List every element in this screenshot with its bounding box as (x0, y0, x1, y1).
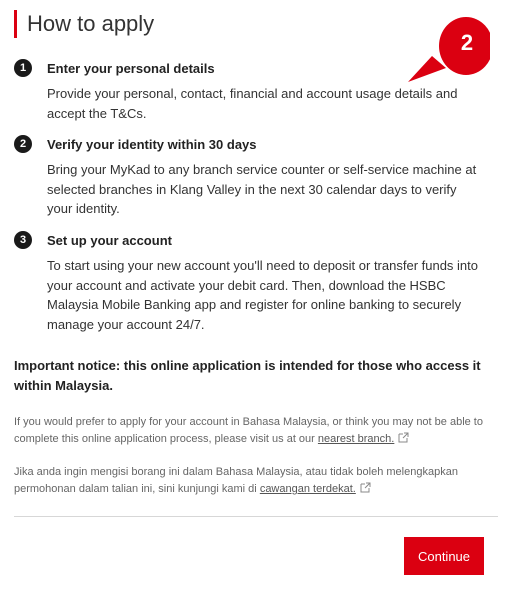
continue-button[interactable]: Continue (404, 537, 484, 575)
important-notice: Important notice: this online application is intended for those who access it within Malaysia. (14, 358, 481, 393)
page-title: How to apply (27, 11, 155, 36)
title-accent-bar (14, 10, 17, 38)
step-1 (14, 58, 484, 123)
step-number-badge: 1 (14, 59, 32, 77)
cawangan-terdekat-link[interactable]: cawangan terdekat. (259, 483, 356, 495)
step-title: Set up your account (47, 232, 172, 248)
callout-number: 2 (460, 30, 474, 55)
english-branch-note (14, 414, 496, 448)
external-link-icon (360, 482, 371, 493)
nearest-branch-link[interactable]: nearest branch. (317, 433, 395, 445)
step-title: Enter your personal details (47, 60, 215, 76)
page-header (14, 10, 154, 38)
step-description: Provide your personal, contact, financial and account usage details and accept the T&Cs. (47, 86, 458, 121)
external-link-icon (398, 432, 409, 443)
english-note-text: If you would prefer to apply for your account in Bahasa Malaysia, or think you may not be able to complete this online application process, please visit us at our (14, 416, 483, 445)
step-description: To start using your new account you'll need to deposit or transfer funds into your account and activate your debit card. Then, download the HSBC Malaysia Mobile Banking app and register for online banking to securely manage your account 24/7. (47, 258, 479, 332)
footer-divider (14, 516, 498, 517)
step-number-badge: 3 (14, 231, 32, 249)
step-number-badge: 2 (14, 135, 32, 153)
step-3 (14, 230, 484, 334)
malay-note-text: Jika anda ingin mengisi borang ini dalam Bahasa Malaysia, atau tidak boleh melengkapkan permohonan dalam talian ini, sini kunjungi kami di (14, 466, 458, 495)
step-2 (14, 134, 484, 219)
step-title: Verify your identity within 30 days (47, 136, 257, 152)
step-description: Bring your MyKad to any branch service counter or self-service machine at selected branches in Klang Valley in the next 30 calendar days to verify your identity. (47, 162, 477, 216)
malay-branch-note (14, 464, 496, 498)
